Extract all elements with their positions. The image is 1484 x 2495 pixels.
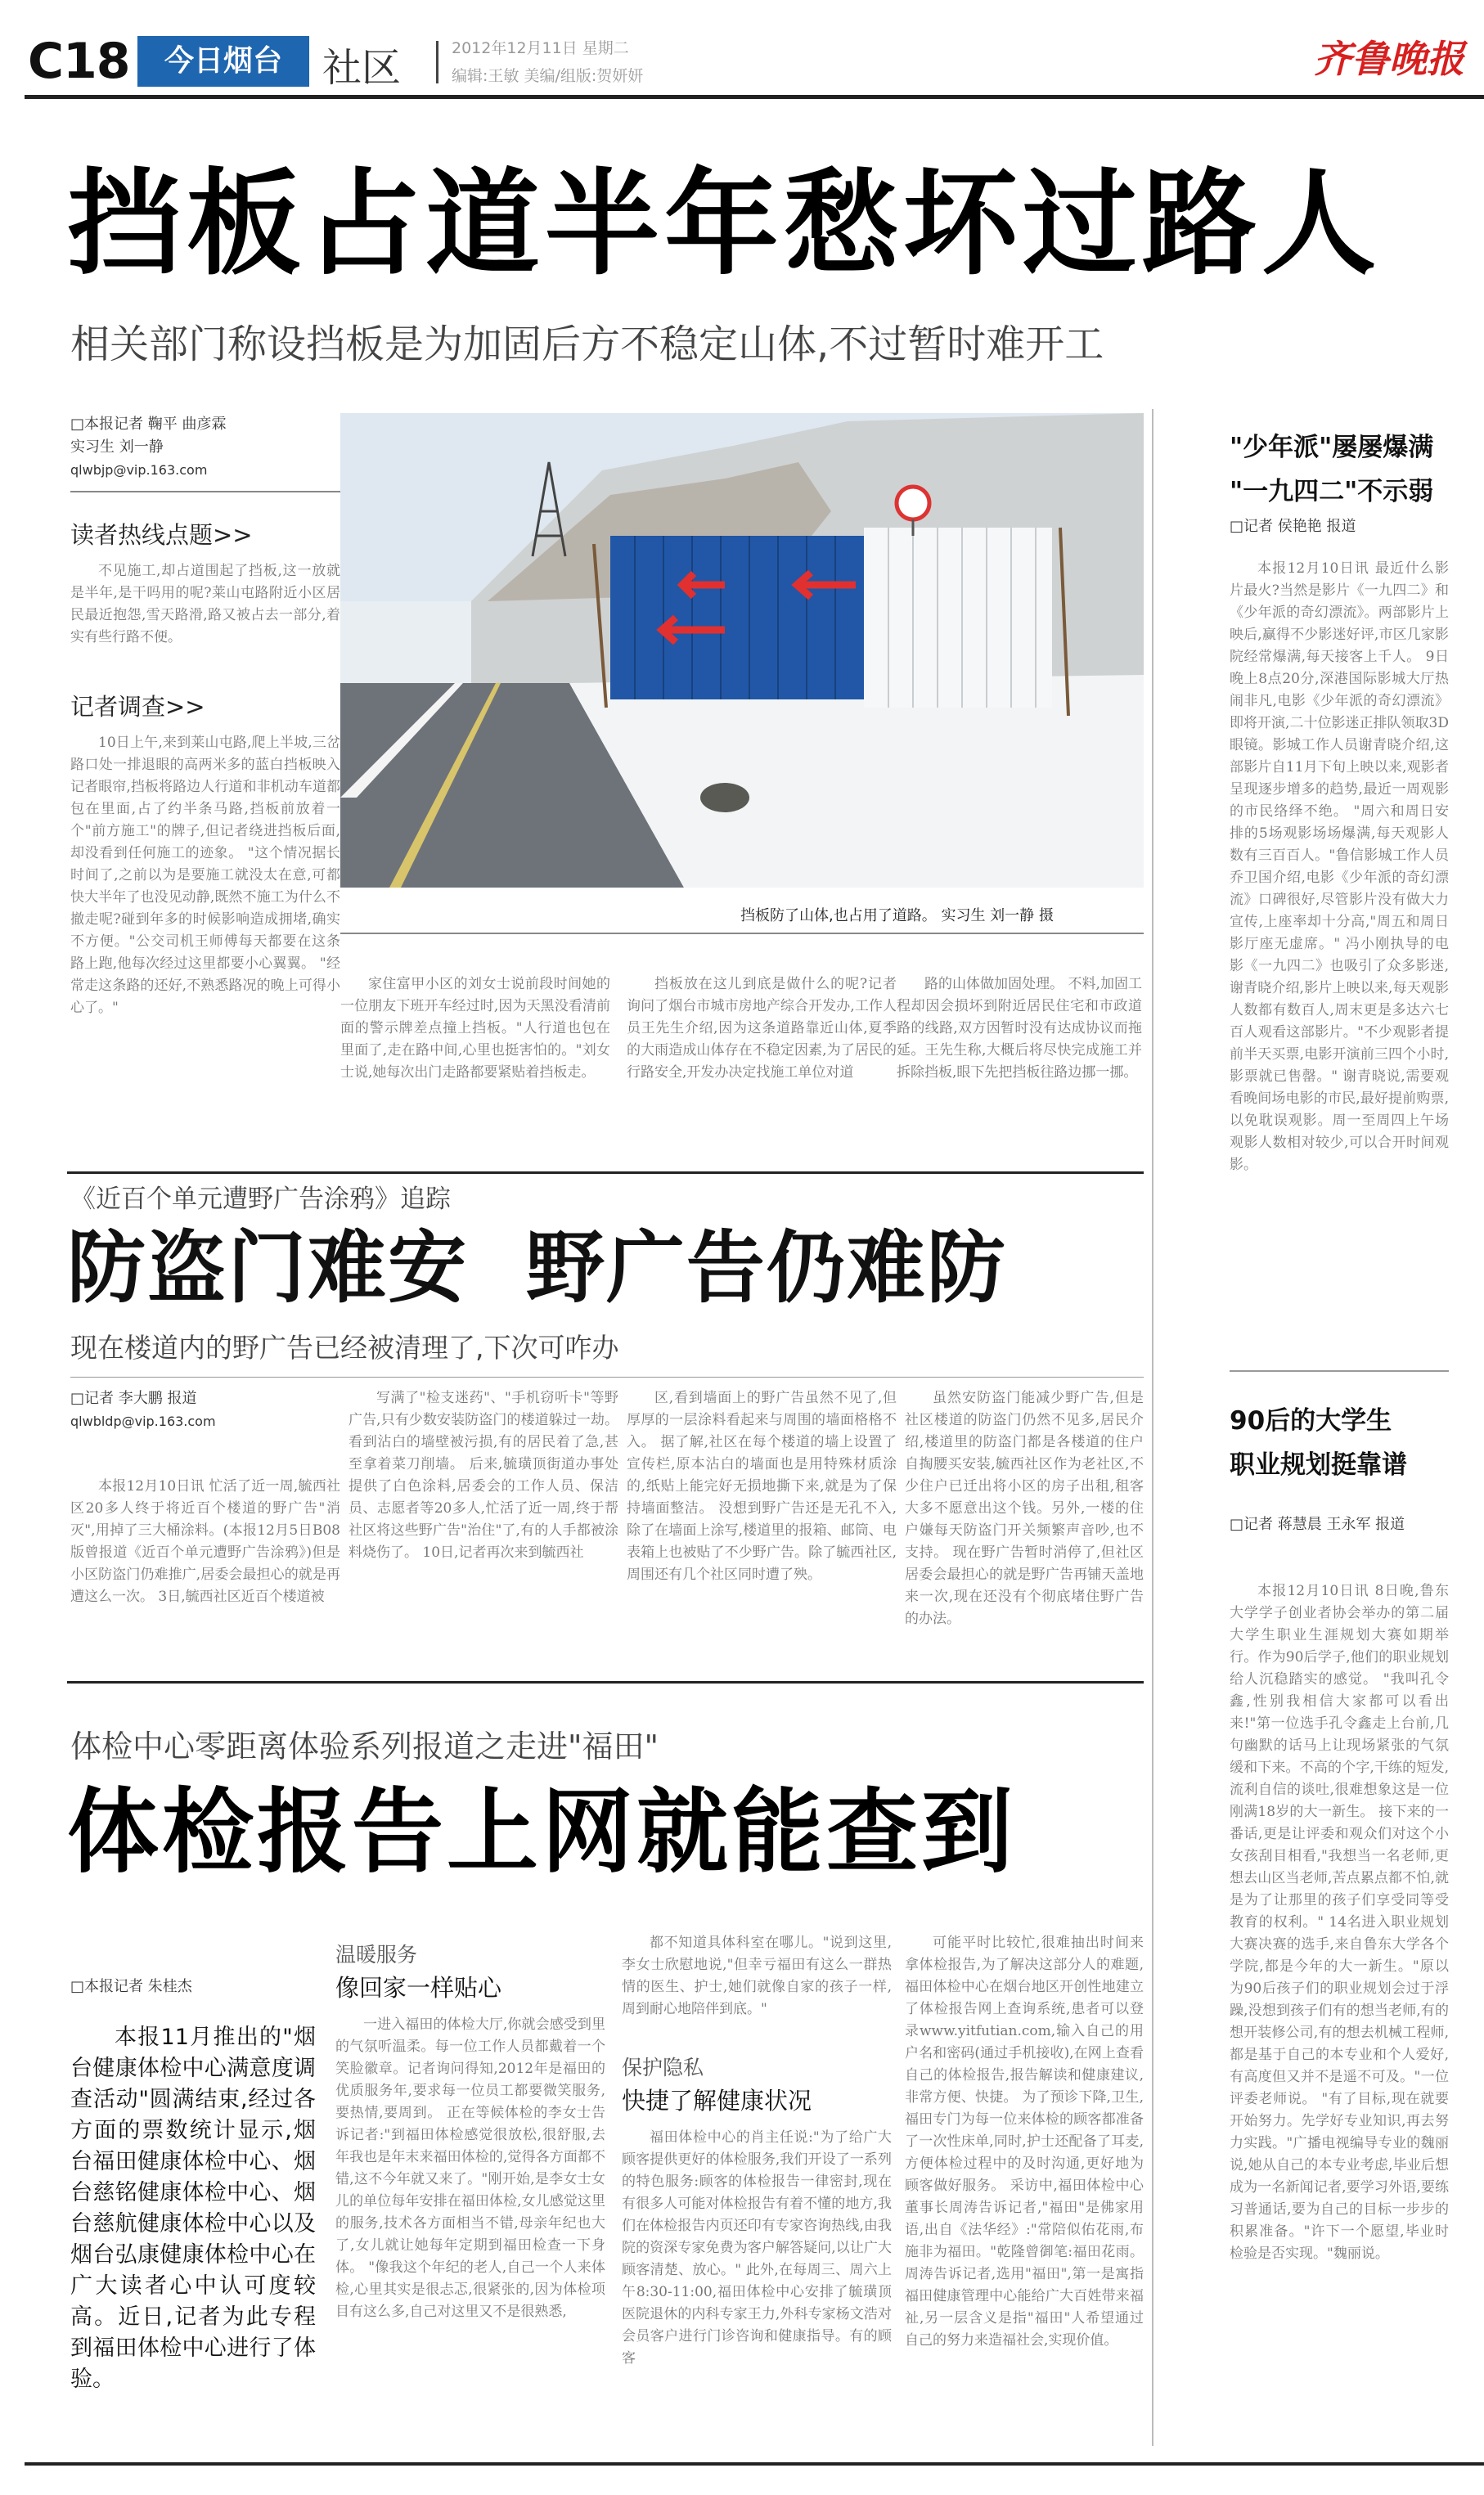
tag-warm-service: 温暖服务 — [335, 1943, 418, 1967]
article3-col2: 一进入福田的体检大厅,你就会感受到里的气氛听温柔。每一位工作人员都戴着一个笑脸徽章。记者询问得知,2012年是福田的优质服务年,要求每一位员工都要微笑服务,要热情,要周到。 正在等候体检的李女士告诉记者:"到福田体检感觉很放松,很舒服,去年我也是年末来福田体检的,觉得各方面都不错,这不今年就又来了。"刚开始,是李女士女儿的单位每年安排在福田体检,女儿感觉这里的服务,技术各方面相当不错,母亲年纪也大了,女儿就让她每年定期到福田检查一下身体。 "像我这个年纪的老人,自己一个人来体检,心里其实是很忐忑,很紧张的,因为体检项目有这么多,自己对这里又不是很熟悉, — [335, 2016, 605, 2320]
issue-date: 2012年12月11日 星期二 — [452, 39, 629, 57]
subhead-warm-service: 像回家一样贴心 — [335, 1974, 502, 2002]
article3-col3a: 都不知道具体科室在哪儿。"说到这里,李女士欣慰地说,"但幸亏福田有这么一群热情的医生、护士,她们就像自家的孩子一样,周到耐心地陪伴到底。" — [622, 1935, 892, 2017]
sidebar-divider — [1152, 409, 1153, 2446]
article3-lead: 本报11月推出的"烟台健康体检中心满意度调查活动"圆满结束,经过各方面的票数统计显示,烟台福田健康体检中心、烟台慈铭健康体检中心、烟台慈航健康体检中心以及烟台弘康健康体检中心在广大读者心中认可度较高。近日,记者为此专程到福田体检中心进行了体验。 — [70, 2025, 316, 2392]
kicker-2: 《近百个单元遭野广告涂鸦》追踪 — [70, 1185, 451, 1214]
article1-photo — [340, 413, 1144, 888]
subhead-privacy: 快捷了解健康状况 — [622, 2087, 812, 2115]
headline-3: 体检报告上网就能查到 — [67, 1779, 1016, 1886]
sidebar-separator — [1230, 1370, 1449, 1372]
page-header — [0, 0, 1484, 98]
article-separator-2 — [67, 1681, 1144, 1684]
article2-col4: 虽然安防盗门能减少野广告,但是社区楼道的防盗门仍然不见多,居民介绍,楼道里的防盗门都是各楼道的住户自掏腰买安装,毓西社区作为老社区,不少住户已迁出将小区的房子出租,租客大多不愿意出这个钱。另外,一楼的住户嫌每天防盗门开关频繁声音吵,也不支持。 现在野广告暂时消停了,但社区居委会最担心的就是野广告再铺天盖地来一次,现在还没有个彻底堵住野广告的办法。 — [905, 1390, 1144, 1627]
byline-2-line1: □记者 李大鹏 报道 — [70, 1390, 197, 1407]
section-name: 社区 — [322, 45, 402, 91]
section-box: 今日烟台 — [137, 36, 309, 87]
section-heading-investigation: 记者调查>> — [70, 693, 205, 721]
byline-1 — [70, 413, 349, 482]
divider — [70, 491, 340, 492]
sidebar2-title-line1: 90后的大学生 — [1230, 1406, 1392, 1436]
byline-2 — [70, 1387, 340, 1433]
article3-col4: 可能平时比较忙,很难抽出时间来拿体检报告,为了解决这部分人的难题,福田体检中心在烟台地区开创性地建立了体检报告网上查询系统,患者可以登录www.yitfutian.com,输入自己的用户名和密码(通过手机接收),在网上查看自己的体检报告,报告解读和健康建议,非常方便、快捷。 为了预诊下降,卫生,福田专门为每一位来体检的顾客都准备了一次性床单,同时,护士还配备了耳麦,方便体检过程中的及时沟通,更好地为顾客做好服务。 采访中,福田体检中心董事长周涛告诉记者,"福田"是佛家用语,出自《法华经》:"常陪似佑花雨,布施非为福田。"乾隆曾御笔:福田花雨。 周涛告诉记者,选用"福田",第一是寓指福田健康管理中心能给广大百姓带来福祉,另一层含义是指"福田"人希望通过自己的努力来造福社会,实现价值。 — [905, 1935, 1144, 2349]
sidebar1-byline: □记者 侯艳艳 报道 — [1230, 518, 1356, 535]
header-divider — [436, 41, 438, 83]
headline-2: 防盗门难安 野广告仍难防 — [67, 1222, 1007, 1314]
sidebar1-body: 本报12月10日讯 最近什么影片最火?当然是影片《一九四二》和《少年派的奇幻漂流》。两部影片上映后,赢得不少影迷好评,市区几家影院经常爆满,每天接客上千人。 9日晚上8点20分,深港国际影城大厅热闹非凡,电影《少年派的奇幻漂流》即将开演,二十位影迷正排队领取3D眼镜。影城工作人员谢青晓介绍,这部影片自11月下旬上映以来,观影者呈现逐步增多的趋势,最近一周观影的市民络绎不绝。 "周六和周日安排的5场观影场场爆满,每天观影人数有三百百人。"鲁信影城工作人员乔卫国介绍,电影《少年派的奇幻漂流》口碑很好,尽管影片没有做大力宣传,上座率却十分高,"周五和周日影厅座无虚席。" 冯小刚执导的电影《一九四二》也吸引了众多影迷,谢青晓介绍,影片上映以来,每天观影人数都有数百人,周末更是多达六七百人观看这部影片。"不少观影者提前半天买票,电影开演前三四个小时,影票就已售罄。" 谢青晓说,需要观看晚间场电影的市民,最好提前购票,以免耽误观影。周一至周四上午场观影人数相对较少,可以合开时间观影。 — [1230, 560, 1449, 1173]
headline-1: 挡板占道半年愁坏过路人 — [67, 158, 1382, 291]
photo-caption-rule — [340, 933, 1144, 934]
byline-1-line1: □本报记者 鞠平 曲彦霖 — [70, 416, 227, 433]
newspaper-logo: 齐鲁晚报 — [1314, 37, 1464, 81]
sidebar1-title-line1: "少年派"屡屡爆满 — [1230, 433, 1434, 462]
editor-credit: 编辑:王敏 美编/组版:贺妍妍 — [452, 67, 644, 85]
byline-1-email: qlwbjp@vip.163.com — [70, 462, 208, 478]
article2-col2: 写满了"检支迷药"、"手机窃听卡"等野广告,只有少数安装防盗门的楼道躲过一劫。 看到沾白的墙壁被污损,有的居民着了急,甚至拿着菜刀削墙。 后来,毓璜顶街道办事处提供了白色涂料,居委会的工作人员、保洁员、志愿者等20多人,忙活了近一周,终于帮社区将这些野广告"治住"了,有的人手都被涂料烧伤了。 10日,记者再次来到毓西社 — [349, 1390, 618, 1561]
article2-rule — [70, 1377, 1144, 1378]
article3-col3b: 福田体检中心的肖主任说:"为了给广大顾客提供更好的体检服务,我们开设了一系列的特色服务:顾客的体检报告一律密封,现在有很多人可能对体检报告有着不懂的地方,我们在体检报告内页还印有专家咨询热线,由我院的资深专家免费为客户解答疑问,以让广大顾客清楚、放心。" 此外,在每周三、周六上午8:30-11:00,福田体检中心安排了毓璜顶医院退休的内科专家王力,外科专家杨文浩对会员客户进行门诊咨询和健康指导。有的顾客 — [622, 2129, 892, 2367]
article1-col3: 挡板放在这儿到底是做什么的呢?记者询问了烟台市城市房地产综合开发办,工作人员王先生介绍,因为这条道路靠近山体,夏季的大雨造成山体存在不稳定因素,为了居民的行路安全,开发办决定找施工单位对道 — [627, 976, 897, 1081]
sidebar1-title — [1230, 425, 1475, 514]
byline-3: □本报记者 朱桂杰 — [70, 1978, 192, 1995]
byline-2-email: qlwbldp@vip.163.com — [70, 1414, 216, 1429]
byline-1-line2: 实习生 刘一静 — [70, 438, 164, 456]
sidebar2-title — [1230, 1399, 1475, 1487]
article1-col4: 路的山体做加固处理。 不料,加固工程却因会损坏到附近居民住宅和市政道路的线路,双方因暂时没有达成协议而拖延。王先生称,大概后将尽快完成施工并拆除挡板,眼下先把挡板往路边挪一挪。 — [897, 976, 1142, 1081]
subhead-2: 现在楼道内的野广告已经被清理了,下次可咋办 — [70, 1332, 619, 1364]
photo-caption: 挡板防了山体,也占用了道路。 实习生 刘一静 摄 — [740, 907, 1054, 924]
article2-col1: 本报12月10日讯 忙活了近一周,毓西社区20多人终于将近百个楼道的野广告"消灭",用掉了三大桶涂料。(本报12月5日B08版曾报道《近百个单元遭野广告涂鸦》)但是小区防盗门仍难推广,居委会最担心的就是再遭这么一次。 3日,毓西社区近百个楼道被 — [70, 1478, 340, 1605]
article2-col3: 区,看到墙面上的野广告虽然不见了,但厚厚的一层涂料看起来与周围的墙面格格不入。 据了解,社区在每个楼道的墙上设置了宣传栏,原本沾白的墙面也是用特殊材质涂的,纸贴上能完好无损地撕下来,就是为了保持墙面整洁。 没想到野广告还是无孔不入,除了在墙面上涂写,楼道里的报箱、邮筒、电表箱上也被贴了不少野广告。除了毓西社区,周围还有几个社区同时遭了殃。 — [627, 1390, 897, 1583]
photo-illustration — [340, 413, 1144, 888]
section-heading-hotline: 读者热线点题>> — [70, 521, 253, 549]
footer-rule — [25, 2462, 1484, 2466]
article1-col1a: 不见施工,却占道围起了挡板,这一放就是半年,是干吗用的呢?莱山屯路附近小区居民最近抱怨,雪天路滑,路又被占去一部分,着实有些行路不便。 — [70, 563, 340, 645]
sidebar1-title-line2: "一九四二"不示弱 — [1230, 477, 1434, 506]
sidebar2-body: 本报12月10日讯 8日晚,鲁东大学学子创业者协会举办的第二届大学生职业生涯规划大赛如期举行。作为90后学子,他们的职业规划给人沉稳踏实的感觉。 "我叫孔令鑫,性别我相信大家都可以看出来!"第一位选手孔令鑫走上台前,几句幽默的话马上让现场紧张的气氛缓和下来。不高的个字,干练的短发,流利自信的谈吐,很难想象这是一位刚满18岁的大一新生。 接下来的一番话,更是让评委和观众们对这个小女孩刮目相看,"我想当一名老师,更想去山区当老师,苦点累点都不怕,就是为了让那里的孩子们享受同等受教育的权利。" 14名进入职业规划大赛决赛的选手,来自鲁东大学各个学院,都是今年的大一新生。"原以为90后孩子们的职业规划会过于浮躁,没想到孩子们有的想当老师,有的想开装修公司,有的想去机械工程师,都是基于自己的本专业和个人爱好,有高度但又并不是遥不可及。"一位评委老师说。 "有了目标,现在就要开始努力。先学好专业知识,再去努力实践。"广播电视编导专业的魏丽说,她从自己的本专业考虑,毕业后想成为一名新闻记者,要学习外语,要练习普通话,要为自己的目标一步步的积累准备。"许下一个愿望,毕业时检验是否实现。"魏丽说。 — [1230, 1583, 1449, 2262]
sidebar2-byline: □记者 蒋慧晨 王永军 报道 — [1230, 1516, 1405, 1533]
page-number: C18 — [28, 33, 130, 90]
sidebar2-title-line2: 职业规划挺靠谱 — [1230, 1450, 1407, 1480]
article1-col2: 家住富甲小区的刘女士说前段时间她的一位朋友下班开车经过时,因为天黑没看清前面的警示牌差点撞上挡板。"人行道也包在里面了,走在路中间,心里也挺害怕的。"刘女士说,她每次出门走路都要紧贴着挡板走。 — [340, 976, 610, 1081]
header-rule — [25, 95, 1484, 99]
tag-privacy: 保护隐私 — [622, 2056, 704, 2079]
article-separator — [67, 1171, 1144, 1174]
kicker-3: 体检中心零距离体验系列报道之走进"福田" — [70, 1729, 659, 1764]
subhead-1: 相关部门称设挡板是为加固后方不稳定山体,不过暂时难开工 — [70, 321, 1104, 367]
article1-col1b: 10日上午,来到莱山屯路,爬上半坡,三岔路口处一排退眼的高两米多的蓝白挡板映入记者眼帘,挡板将路边人行道和非机动车道都包在里面,占了约半条马路,挡板前放着一个"前方施工"的牌子,但记者绕进挡板后面,却没看到任何施工的迹象。 "这个情况据长时间了,之前以为是要施工就没太在意,可都快大半年了也没见动静,既然不施工为什么不撤走呢?碰到年多的时候影响造成拥堵,确实不方便。"公交司机王师傅每天都要在这条路上跑,他每次经过这里都要小心翼翼。 "经常走这条路的还好,不熟悉路况的晚上可得小心了。" — [70, 735, 340, 1016]
